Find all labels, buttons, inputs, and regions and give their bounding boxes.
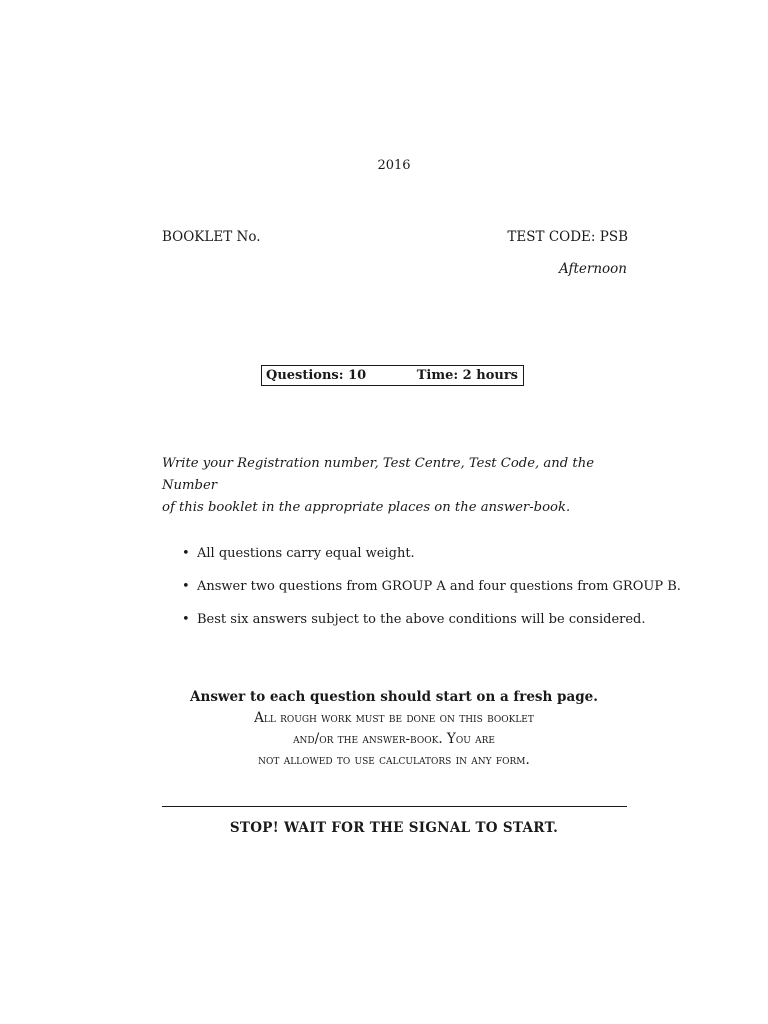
questions-time-box — [261, 365, 524, 386]
warning-block — [0, 687, 768, 771]
fresh-page-notice: Answer to each question should start on a fresh page. — [190, 689, 598, 705]
rough-work-line-2: and/or the answer-book. You are — [293, 731, 495, 747]
list-item — [182, 578, 681, 611]
registration-instruction — [162, 453, 632, 519]
rough-work-line-1: All rough work must be done on this booklet — [254, 710, 534, 726]
test-code: TEST CODE: PSB — [507, 229, 628, 245]
rule-text: Best six answers subject to the above conditions will be considered. — [197, 612, 646, 627]
rule-text: All questions carry equal weight. — [197, 546, 415, 561]
time-allowed: Time: 2 hours — [416, 368, 518, 383]
bullet-icon: • — [182, 546, 190, 561]
divider — [162, 806, 627, 807]
rule-text: Answer two questions from GROUP A and four questions from GROUP B. — [197, 579, 681, 594]
list-item — [182, 545, 681, 578]
booklet-number-label: BOOKLET No. — [162, 229, 261, 245]
instruction-line-2: of this booklet in the appropriate places on the answer-book. — [162, 500, 571, 515]
instruction-line-1: Write your Registration number, Test Centre, Test Code, and the Number — [162, 456, 594, 493]
rules-list — [182, 545, 681, 644]
session-label: Afternoon — [558, 261, 627, 277]
calculator-notice: not allowed to use calculators in any form. — [258, 752, 530, 768]
list-item — [182, 611, 681, 644]
exam-year: 2016 — [377, 158, 411, 173]
bullet-icon: • — [182, 612, 190, 627]
questions-count: Questions: 10 — [266, 368, 367, 383]
bullet-icon: • — [182, 579, 190, 594]
stop-notice: STOP! WAIT FOR THE SIGNAL TO START. — [229, 820, 559, 836]
